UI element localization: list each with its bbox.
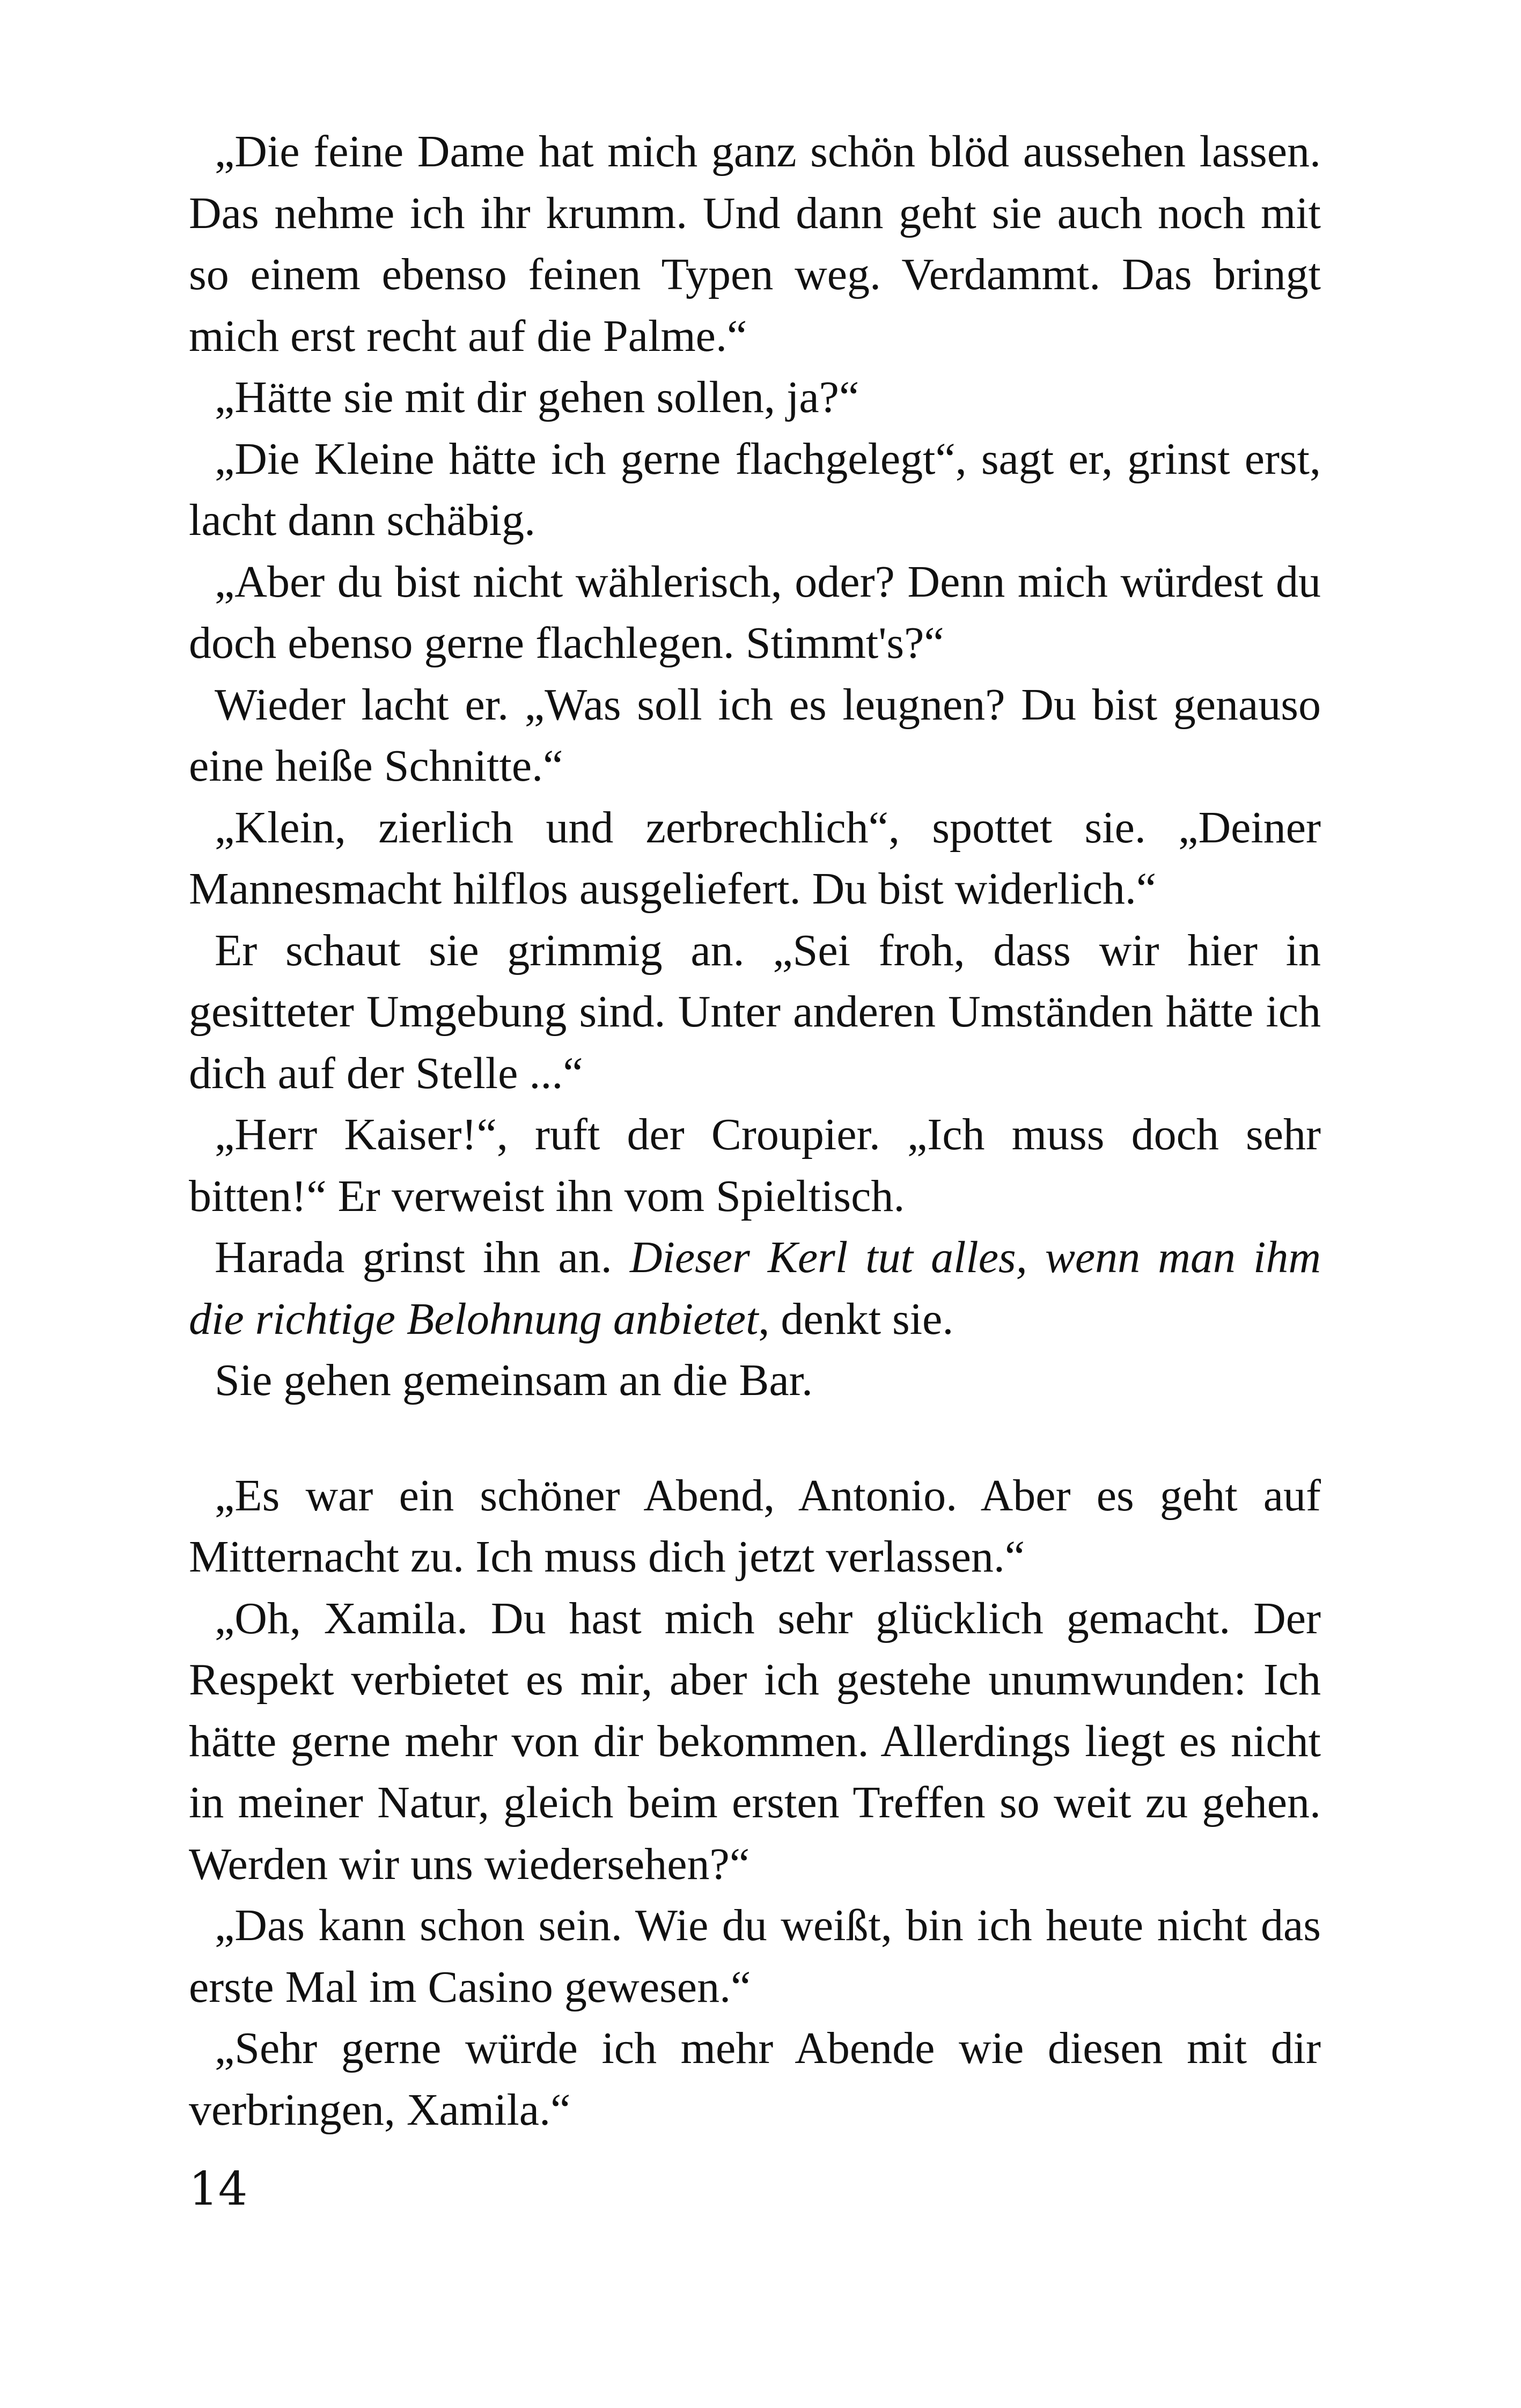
paragraph-with-thought	[189, 1227, 1321, 1350]
italic-thought: Dieser Kerl tut alles, wenn man ihm die richtige Belohnung anbietet	[189, 1232, 1321, 1344]
page-number: 14	[189, 2162, 248, 2216]
paragraph: „Die Kleine hätte ich gerne flachgelegt“, sagt er, grinst erst, lacht dann schäbig.	[189, 434, 1321, 545]
paragraph: „Das kann schon sein. Wie du weißt, bin ich heute nicht das erste Mal im Casino gewesen.“	[189, 1900, 1321, 2012]
paragraph: „Herr Kaiser!“, ruft der Croupier. „Ich muss doch sehr bitten!“ Er verweist ihn vom Spieltisch.	[189, 1110, 1321, 1221]
narration-text: , denkt sie.	[758, 1294, 954, 1344]
narration-text: Harada grinst ihn an.	[215, 1232, 630, 1282]
paragraph: „Klein, zierlich und zerbrechlich“, spottet sie. „Deiner Mannesmacht hilflos ausgeliefert. Du bist widerlich.“	[189, 802, 1321, 914]
paragraph: Wieder lacht er. „Was soll ich es leugnen? Du bist genauso eine heiße Schnitte.“	[189, 679, 1321, 791]
scene-break	[189, 1412, 1321, 1465]
paragraph: Er schaut sie grimmig an. „Sei froh, dass wir hier in gesitteter Umgebung sind. Unter anderen Umständen hätte ich dich auf der Stelle ...“	[189, 925, 1321, 1098]
paragraph: „Die feine Dame hat mich ganz schön blöd aussehen lassen. Das nehme ich ihr krumm. Und dann geht sie auch noch mit so einem ebenso feinen Typen weg. Verdammt. Das bringt mich erst recht auf die Palme.“	[189, 127, 1321, 361]
paragraph: „Oh, Xamila. Du hast mich sehr glücklich gemacht. Der Respekt verbietet es mir, aber ich gestehe unumwunden: Ich hätte gerne mehr von dir bekommen. Allerdings liegt es nicht in meiner Natur, gleich beim ersten Treffen so weit zu gehen. Werden wir uns wiedersehen?“	[189, 1593, 1321, 1889]
paragraph: „Sehr gerne würde ich mehr Abende wie diesen mit dir verbringen, Xamila.“	[189, 2023, 1321, 2135]
paragraph: „Aber du bist nicht wählerisch, oder? Denn mich würdest du doch ebenso gerne flachlegen. Stimmt's?“	[189, 556, 1321, 668]
paragraph: „Hätte sie mit dir gehen sollen, ja?“	[215, 372, 859, 422]
page-text	[189, 121, 1321, 2141]
paragraph: Sie gehen gemeinsam an die Bar.	[215, 1355, 813, 1405]
paragraph: „Es war ein schöner Abend, Antonio. Aber es geht auf Mitternacht zu. Ich muss dich jetzt verlassen.“	[189, 1470, 1321, 1582]
